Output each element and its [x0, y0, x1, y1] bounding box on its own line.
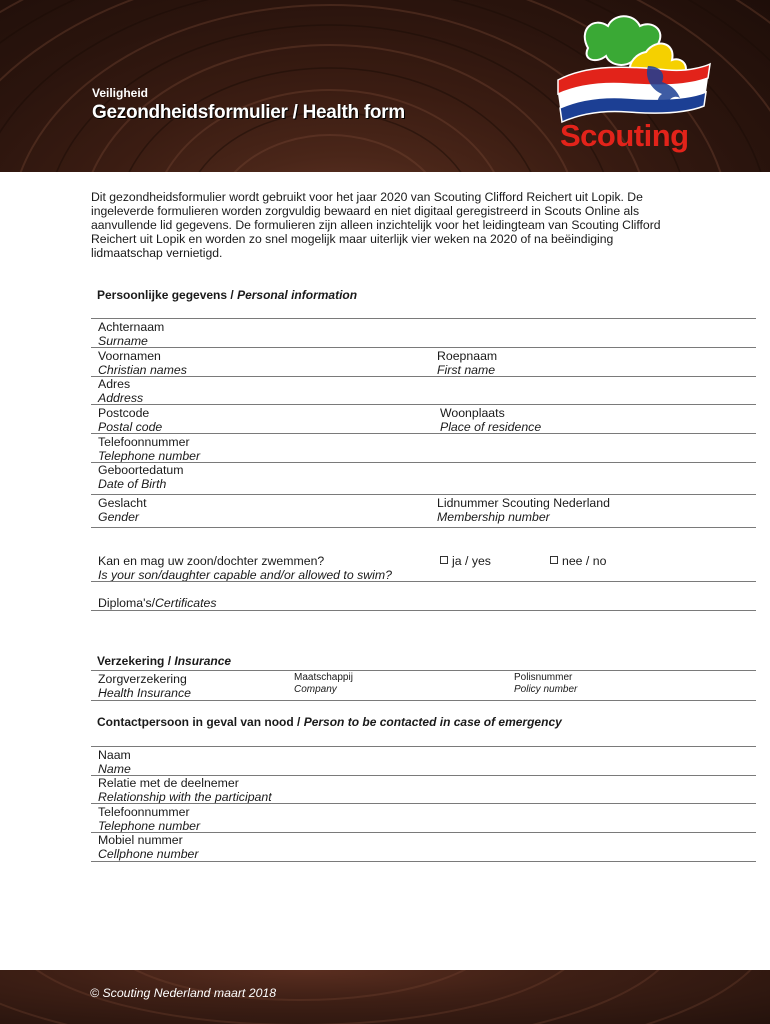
divider: [91, 803, 756, 804]
field-label-en: Surname: [98, 334, 148, 348]
diploma-field[interactable]: [98, 596, 217, 610]
field-label-nl: Telefoonnummer: [98, 435, 190, 449]
divider: [91, 581, 756, 582]
logo-wordmark: Scouting: [560, 118, 689, 153]
field-label-en: Cellphone number: [98, 847, 199, 861]
field-label-nl: Lidnummer Scouting Nederland: [437, 496, 610, 510]
swim-question: [98, 554, 392, 582]
field-label-en: Policy number: [514, 684, 578, 695]
field-label-nl: Zorgverzekering: [98, 672, 187, 686]
field-label-nl: Woonplaats: [440, 406, 505, 420]
surname-field[interactable]: [98, 320, 164, 348]
field-label-en: Place of residence: [440, 420, 542, 434]
field-label-en: Company: [294, 684, 337, 695]
divider: [91, 527, 756, 528]
relationship-field[interactable]: [98, 776, 272, 804]
divider: [91, 462, 756, 463]
divider: [91, 494, 756, 495]
field-label-nl: Telefoonnummer: [98, 805, 190, 819]
section-heading-insurance: [97, 654, 231, 668]
section-heading-nl: Verzekering /: [97, 654, 175, 668]
policy-number-field[interactable]: [514, 672, 577, 696]
section-heading-en: Person to be contacted in case of emergency: [303, 715, 562, 729]
divider: [91, 610, 756, 611]
health-insurance-field[interactable]: [98, 672, 191, 700]
checkbox-icon: [550, 556, 558, 564]
field-label-nl: Polisnummer: [514, 672, 573, 683]
field-label-nl: Relatie met de deelnemer: [98, 776, 239, 790]
divider: [91, 376, 756, 377]
section-heading-nl: Persoonlijke gegevens /: [97, 288, 238, 302]
telephone-field[interactable]: [98, 435, 200, 463]
birth-date-field[interactable]: [98, 463, 183, 491]
divider: [91, 404, 756, 405]
divider: [91, 746, 756, 747]
company-field[interactable]: [294, 672, 353, 696]
copyright-text: © Scouting Nederland maart 2018: [90, 986, 277, 1000]
field-label-en: Gender: [98, 510, 140, 524]
checkbox-icon: [440, 556, 448, 564]
field-label-nl: Maatschappij: [294, 672, 353, 683]
swim-yes-checkbox[interactable]: [440, 554, 491, 568]
section-heading-en: Insurance: [174, 654, 232, 668]
page-title: Gezondheidsformulier / Health form: [92, 102, 405, 123]
field-label-en: Relationship with the participant: [98, 790, 272, 804]
field-label-nl: Voornamen: [98, 349, 161, 363]
christian-names-field[interactable]: [98, 349, 187, 377]
divider: [91, 861, 756, 862]
field-label-nl: Diploma's/: [98, 596, 156, 610]
gender-field[interactable]: [98, 496, 147, 524]
footer-banner: [0, 970, 770, 1024]
field-label-en: Health Insurance: [98, 686, 191, 700]
field-label-en: Telephone number: [98, 819, 201, 833]
field-label-en: Christian names: [98, 363, 187, 377]
field-label-nl: Geslacht: [98, 496, 147, 510]
mobile-number-field[interactable]: [98, 833, 199, 861]
intro-paragraph: Dit gezondheidsformulier wordt gebruikt voor het jaar 2020 van Scouting Clifford Reichert uit Lopik. De ingeleverde formulieren worden zorgvuldig bewaard en niet digitaal geregistreerd in Scouts Online als aanvullende lid gegevens. De formulieren zijn alleen inzichtelijk voor het leidingteam van Scouting Clifford Reichert uit Lopik en worden zo snel mogelijk maar uiterlijk vier weken na 2020 of na beëindiging lidmaatschap vernietigd.: [91, 190, 661, 260]
divider: [91, 700, 756, 701]
field-label-nl: Roepnaam: [437, 349, 498, 363]
field-label-en: Address: [98, 391, 144, 405]
divider: [91, 318, 756, 319]
field-label-en: Certificates: [155, 596, 217, 610]
category-label: Veiligheid: [92, 86, 149, 100]
section-heading-en: Personal information: [237, 288, 358, 302]
question-en: Is your son/daughter capable and/or allowed to swim?: [98, 568, 392, 582]
divider: [91, 433, 756, 434]
field-label-nl: Mobiel nummer: [98, 833, 183, 847]
contact-telephone-field[interactable]: [98, 805, 200, 833]
checkbox-label: nee / no: [562, 554, 607, 568]
checkbox-label: ja / yes: [452, 554, 491, 568]
first-name-field[interactable]: [437, 349, 497, 377]
swim-no-checkbox[interactable]: [550, 554, 606, 568]
membership-number-field[interactable]: [437, 496, 610, 524]
residence-field[interactable]: [440, 406, 541, 434]
field-label-en: Telephone number: [98, 449, 201, 463]
address-field[interactable]: [98, 377, 143, 405]
field-label-nl: Naam: [98, 748, 131, 762]
contact-name-field[interactable]: [98, 748, 131, 776]
divider: [91, 670, 756, 671]
question-nl: Kan en mag uw zoon/dochter zwemmen?: [98, 554, 325, 568]
section-heading-nl: Contactpersoon in geval van nood /: [97, 715, 304, 729]
header-banner: [0, 0, 770, 172]
section-heading-personal: [97, 288, 357, 302]
divider: [91, 347, 756, 348]
postal-code-field[interactable]: [98, 406, 162, 434]
field-label-nl: Geboortedatum: [98, 463, 184, 477]
field-label-nl: Achternaam: [98, 320, 165, 334]
field-label-en: Postal code: [98, 420, 163, 434]
field-label-en: Name: [98, 762, 131, 776]
field-label-en: Date of Birth: [98, 477, 167, 491]
field-label-en: Membership number: [437, 510, 550, 524]
field-label-en: First name: [437, 363, 496, 377]
field-label-nl: Adres: [98, 377, 131, 391]
field-label-nl: Postcode: [98, 406, 150, 420]
section-heading-emergency: [97, 715, 562, 729]
